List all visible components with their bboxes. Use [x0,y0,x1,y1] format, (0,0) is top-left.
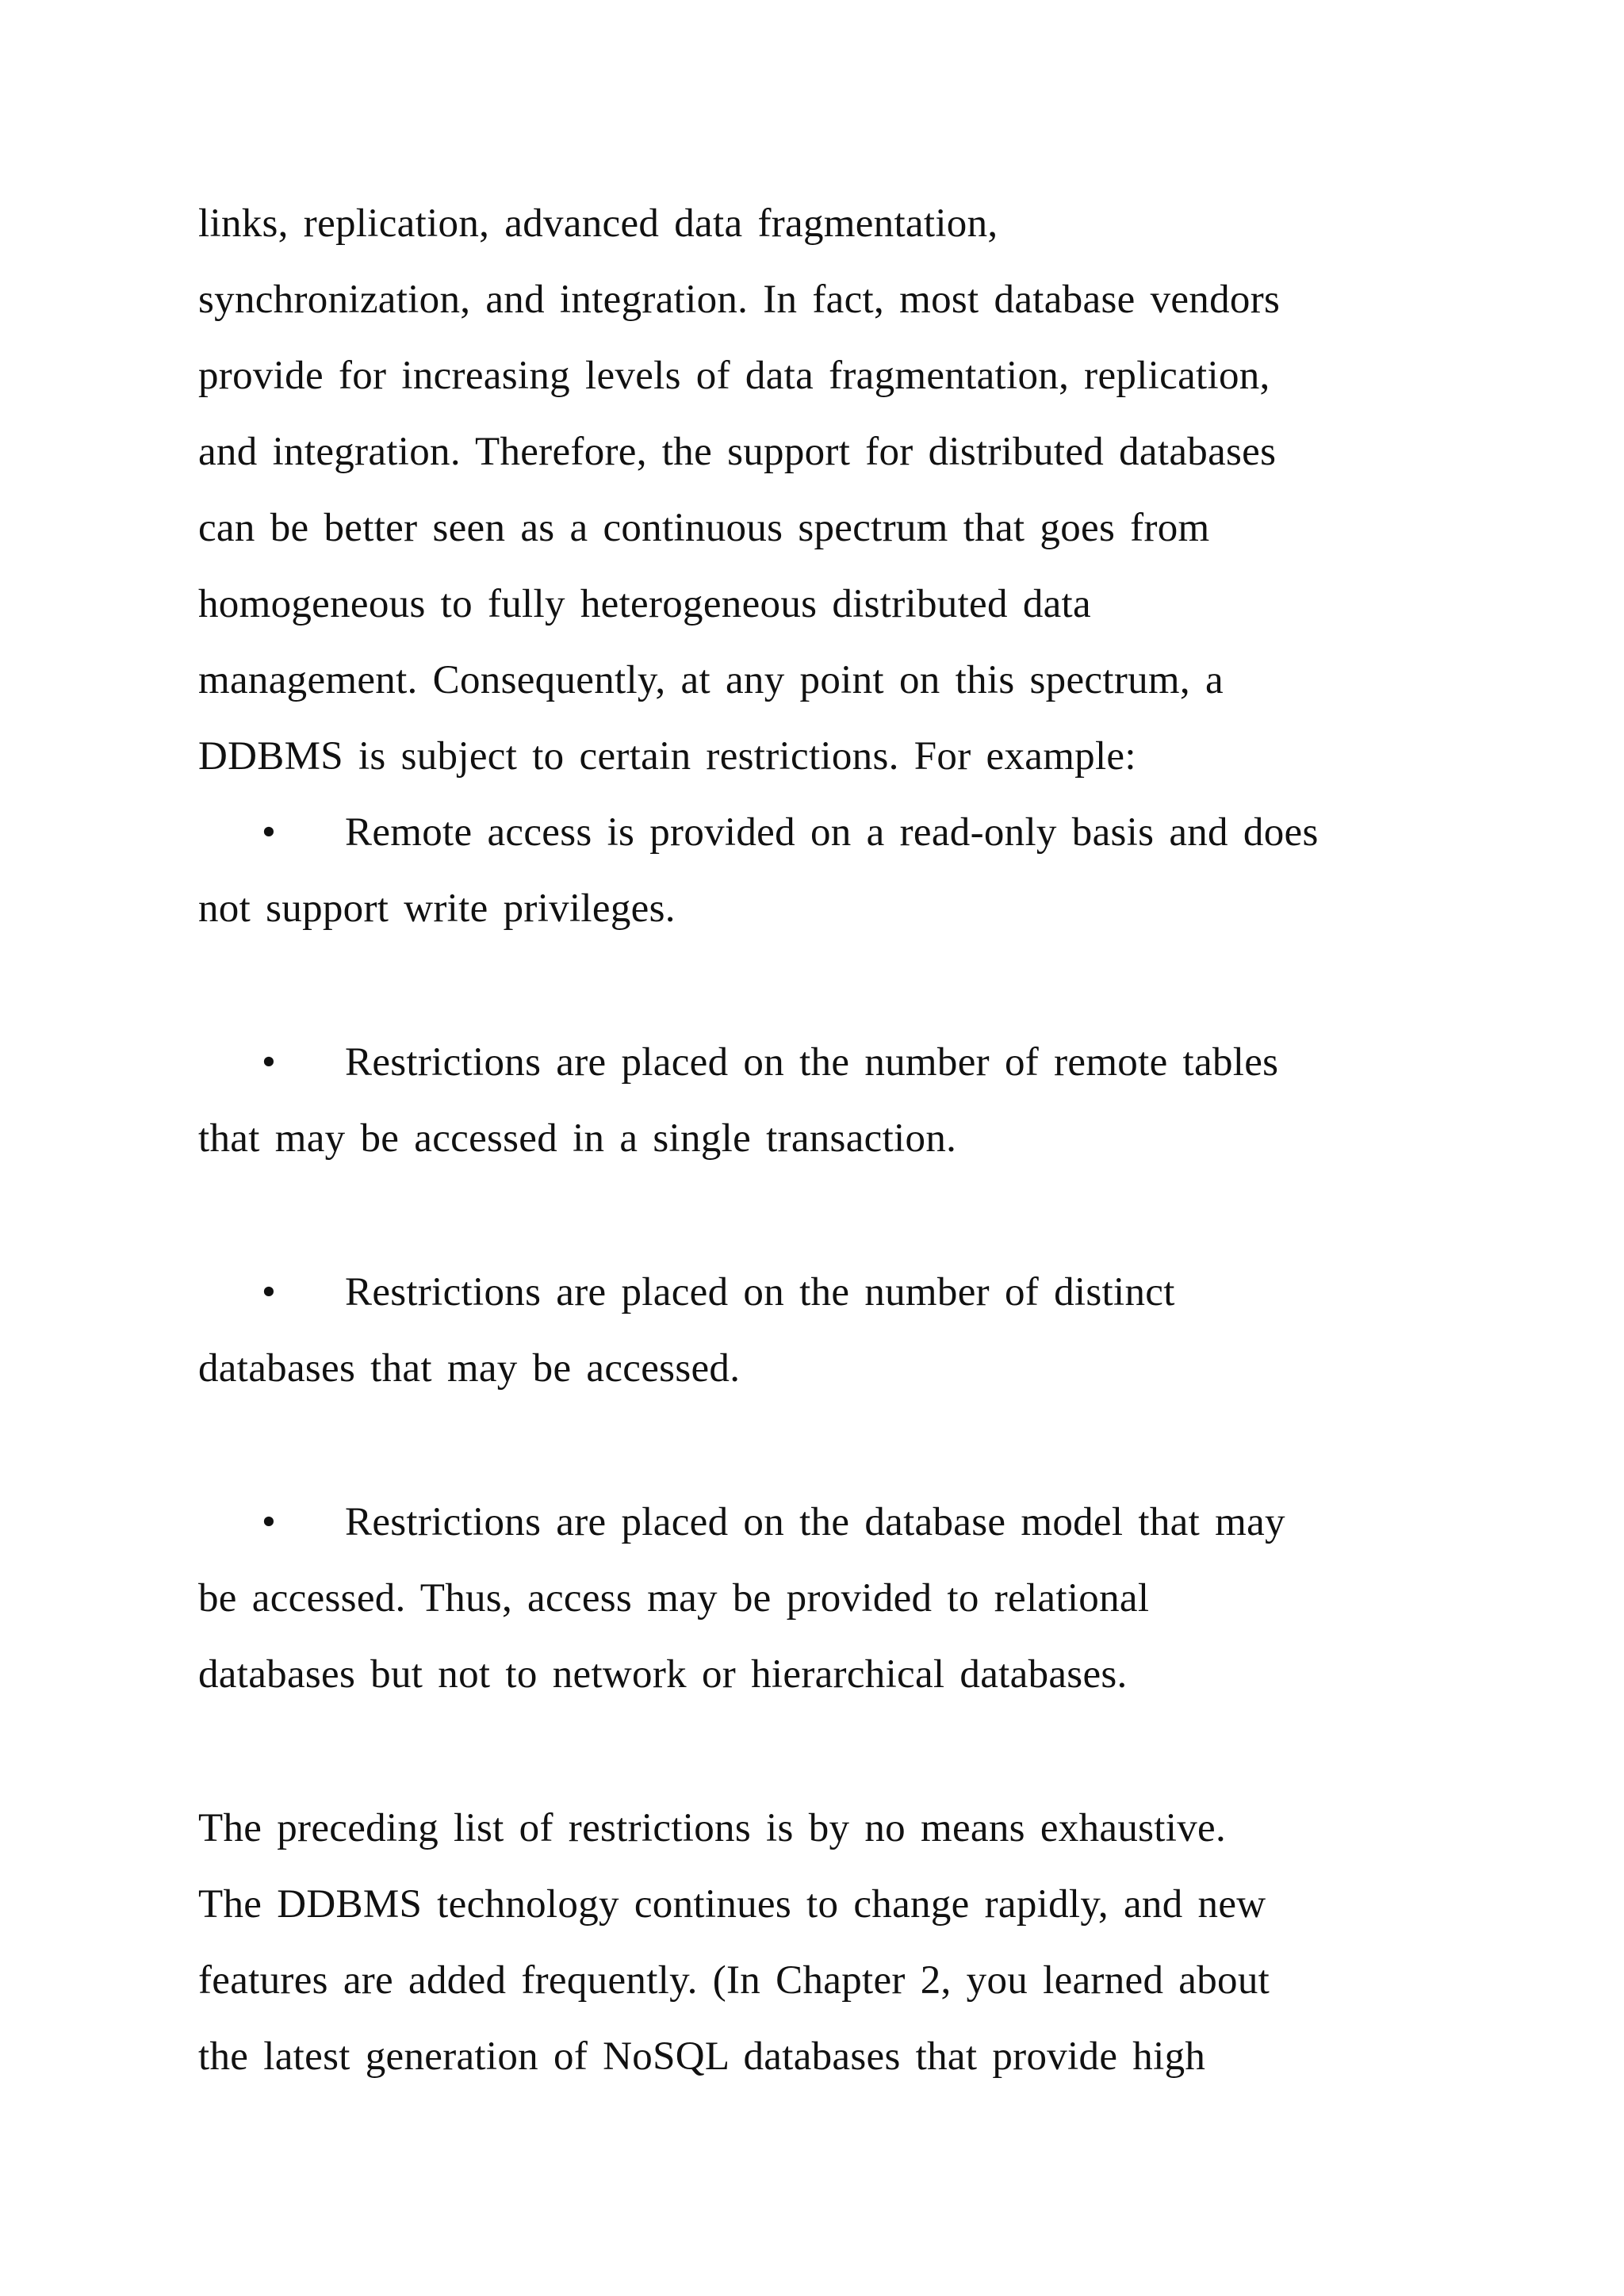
bullet-text: Remote access is provided on a read-only basis and does [345,810,1319,855]
text-line: and integration. Therefore, the support for distributed databases [198,430,1277,474]
text-line: that may be accessed in a single transaction. [198,1116,957,1161]
bullet-icon: • [262,1270,277,1314]
bullet-text: Restrictions are placed on the number of remote tables [345,1040,1279,1085]
text-line: databases that may be accessed. [198,1346,741,1391]
bullet-icon: • [262,1040,277,1085]
text-line: links, replication, advanced data fragmentation, [198,201,998,246]
text-line: The DDBMS technology continues to change rapidly, and new [198,1882,1266,1927]
bullet-icon: • [262,810,277,855]
text-line: the latest generation of NoSQL databases that provide high [198,2034,1206,2079]
text-line: can be better seen as a continuous spectrum that goes from [198,506,1210,550]
bullet-icon: • [262,1500,277,1544]
text-line: homogeneous to fully heterogeneous distributed data [198,582,1091,626]
bullet-text: Restrictions are placed on the number of distinct [345,1270,1175,1314]
text-line: databases but not to network or hierarchical databases. [198,1652,1128,1697]
text-line: The preceding list of restrictions is by no means exhaustive. [198,1806,1227,1850]
text-line: synchronization, and integration. In fact, most database vendors [198,277,1281,322]
text-line: not support write privileges. [198,886,676,931]
text-line: DDBMS is subject to certain restrictions. For example: [198,734,1136,779]
bullet-text: Restrictions are placed on the database model that may [345,1500,1285,1544]
text-line: features are added frequently. (In Chapter 2, you learned about [198,1958,1270,2003]
text-line: provide for increasing levels of data fragmentation, replication, [198,354,1270,398]
text-line: management. Consequently, at any point on this spectrum, a [198,658,1224,702]
text-line: be accessed. Thus, access may be provided to relational [198,1576,1150,1621]
